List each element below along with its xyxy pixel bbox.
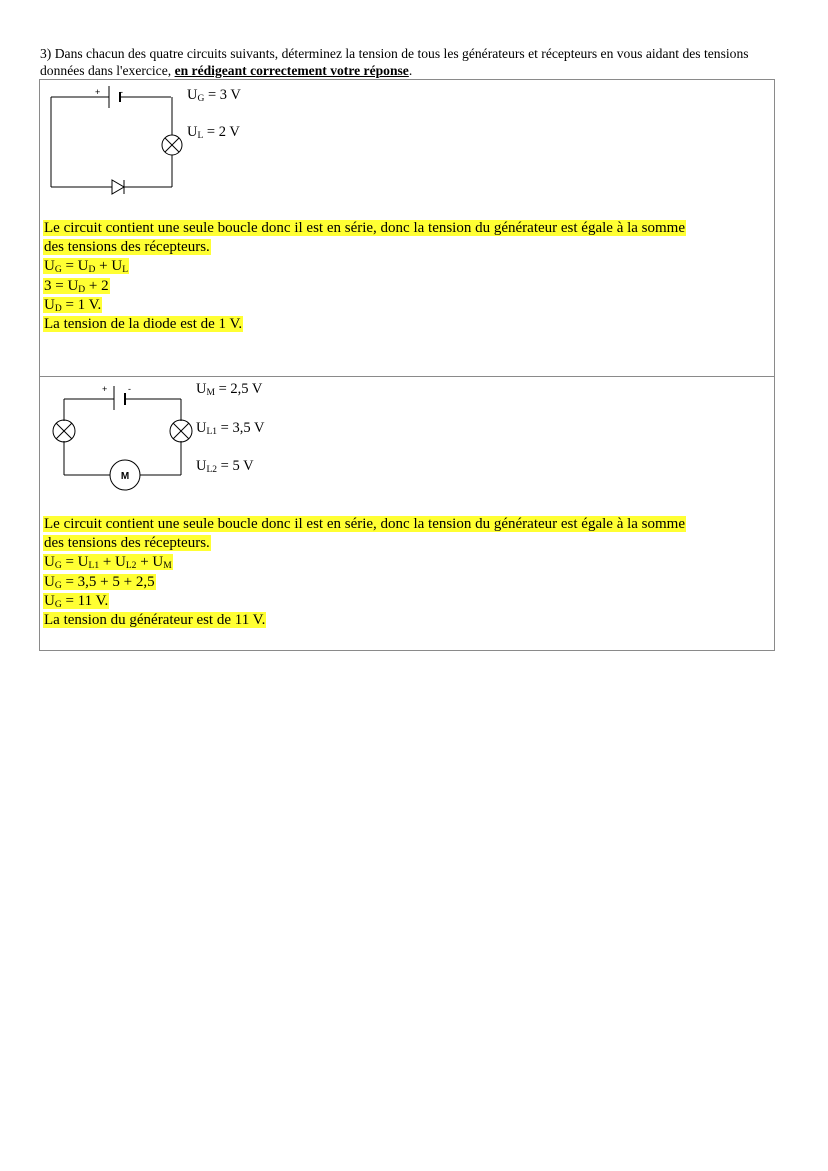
equation-2: $U_G = 3,5 + 5 + 2,5$ [44,573,155,591]
label-ug: $U_G = 3$ V [187,87,241,104]
label-um: $U_M = 2,5$ V [196,381,263,398]
answer-sentence-b: des tensions des récepteurs. [44,239,210,256]
label-ul: $U_L = 2$ V [187,124,240,141]
answer-sentence-a: Le circuit contient une seule boucle donc il est en série, donc la tension du générateur est égale à la somme [44,220,686,236]
minus-sign: - [128,384,131,394]
answer-sentence-b: des tensions des récepteurs. [44,535,210,552]
label-ul1: $U_{L1} = 3,5$ V [196,420,265,437]
answer-conclusion: La tension du générateur est de 11 V. [44,612,266,629]
question-text [40,45,780,79]
equation-2: $3 = U_D + 2$ [44,277,109,295]
label-ul2: $U_{L2} = 5$ V [196,458,254,475]
plus-sign: + [102,384,108,394]
motor-label: M [120,471,130,482]
equation-1: $U_G = U_D + U_L$ [44,258,128,276]
question-intro: 3) Dans chacun des quatre circuits suivants, déterminez la tension de tous les générateurs et récepteurs en vous aidant des tensions données dans l'exercice, [40,46,749,78]
circuit2-answer [43,515,773,630]
circuit2-cell [40,377,774,651]
answer-conclusion: La tension de la diode est de 1 V. [44,316,243,333]
circuit1-answer [43,219,773,334]
circuit1-cell [40,80,774,377]
equation-1: $U_G = U_{L1} + U_{L2} + U_M$ [44,554,172,572]
minus-sign: - [120,87,123,97]
answer-table [39,79,775,651]
question-end: . [408,63,413,78]
equation-3: $U_D = 1$ V. [44,296,102,314]
answer-sentence-a: Le circuit contient une seule boucle donc il est en série, donc la tension du générateur est égale à la somme [44,516,686,532]
plus-sign: + [95,87,101,97]
question-emphasis: en rédigeant correctement votre réponse [174,63,409,78]
equation-3: $U_G = 11$ V. [44,592,109,610]
circuit2-diagram [40,377,220,497]
diode-icon [112,180,124,194]
